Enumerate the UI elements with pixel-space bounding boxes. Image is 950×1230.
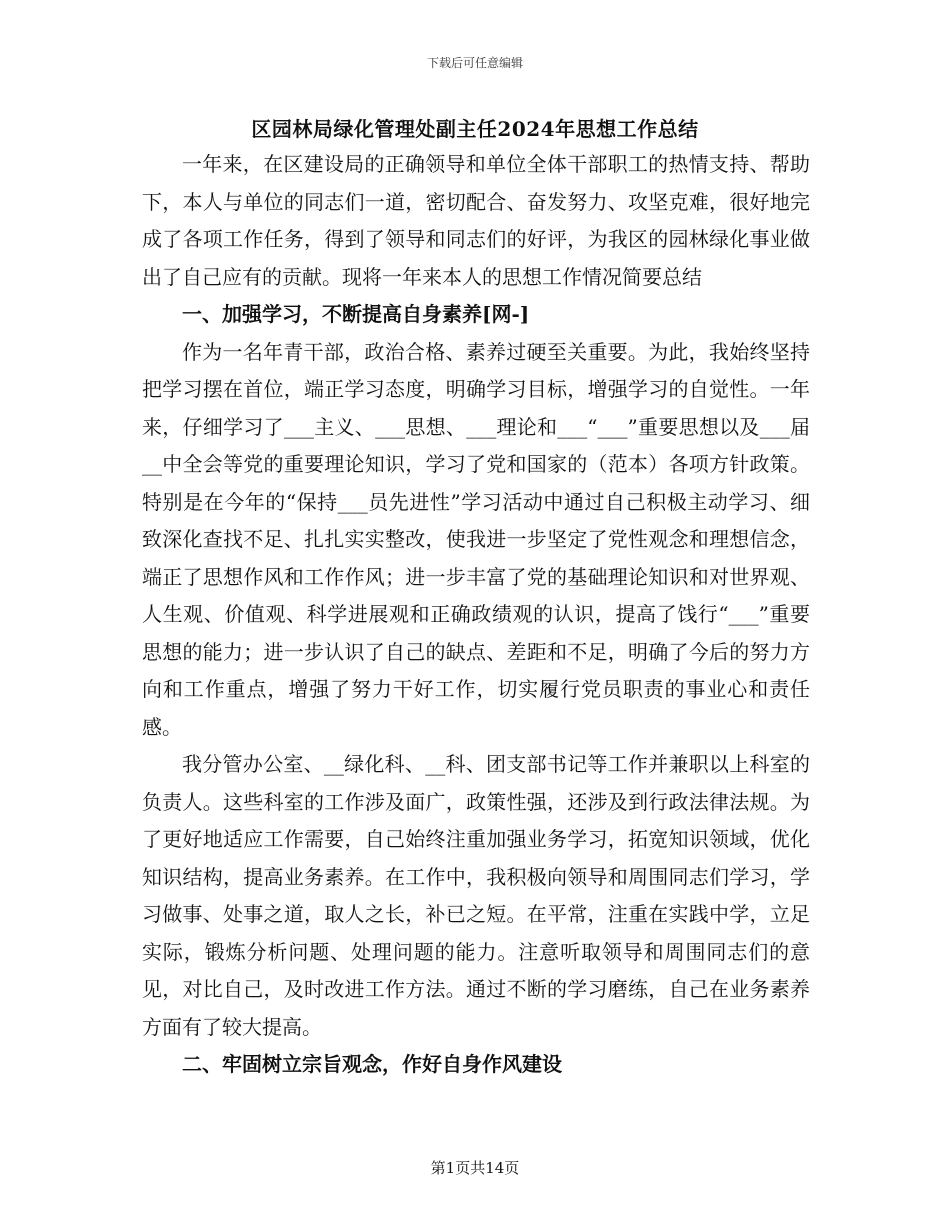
body-paragraph-2: 我分管办公室、__绿化科、__科、团支部书记等工作并兼职以上科室的负责人。这些科室的工作涉及面广，政策性强，还涉及到行政法律法规。为了更好地适应工作需要，自己始终注重加强业务学习，拓宽知识领域，优化知识结构，提高业务素养。在工作中，我积极向领导和周围同志们学习，学习做事、处事之道，取人之长，补已之短。在平常，注重在实践中学，立足实际，锻炼分析问题、处理问题的能力。注意听取领导和周围同志们的意见，对比自己，及时改进工作方法。通过不断的学习磨练，自己在业务素养方面有了较大提高。 — [142, 752, 810, 1039]
document-title: 区园林局绿化管理处副主任2024年思想工作总结 — [251, 117, 699, 141]
header-note: 下载后可任意编辑 — [426, 56, 523, 70]
page-number-footer: 第1页共14页 — [430, 1159, 520, 1177]
section-heading-1: 一、加强学习，不断提高自身素养[网-] — [182, 302, 530, 326]
section-heading-2: 二、牢固树立宗旨观念，作好自身作风建设 — [182, 1052, 562, 1076]
document-body — [142, 146, 810, 1084]
intro-paragraph: 一年来，在区建设局的正确领导和单位全体干部职工的热情支持、帮助下，本人与单位的同志们一道，密切配合、奋发努力、攻坚克难，很好地完成了各项工作任务，得到了领导和同志们的好评，为我区的园林绿化事业做出了自己应有的贡献。现将一年来本人的思想工作情况简要总结 — [142, 152, 810, 289]
body-paragraph-1: 作为一名年青干部，政治合格、素养过硬至关重要。为此，我始终坚持把学习摆在首位，端正学习态度，明确学习目标，增强学习的自觉性。一年来，仔细学习了___主义、___思想、___理论和___“___”重要思想以及___届__中全会等党的重要理论知识，学习了党和国家的（范本）各项方针政策。特别是在今年的“保持___员先进性”学习活动中通过自己积极主动学习、细致深化查找不足、扎扎实实整改，使我进一步坚定了党性观念和理想信念，端正了思想作风和工作作风；进一步丰富了党的基础理论知识和对世界观、人生观、价值观、科学进展观和正确政绩观的认识，提高了饯行“___”重要思想的能力；进一步认识了自己的缺点、差距和不足，明确了今后的努力方向和工作重点，增强了努力干好工作，切实履行党员职责的事业心和责任感。 — [142, 339, 810, 739]
